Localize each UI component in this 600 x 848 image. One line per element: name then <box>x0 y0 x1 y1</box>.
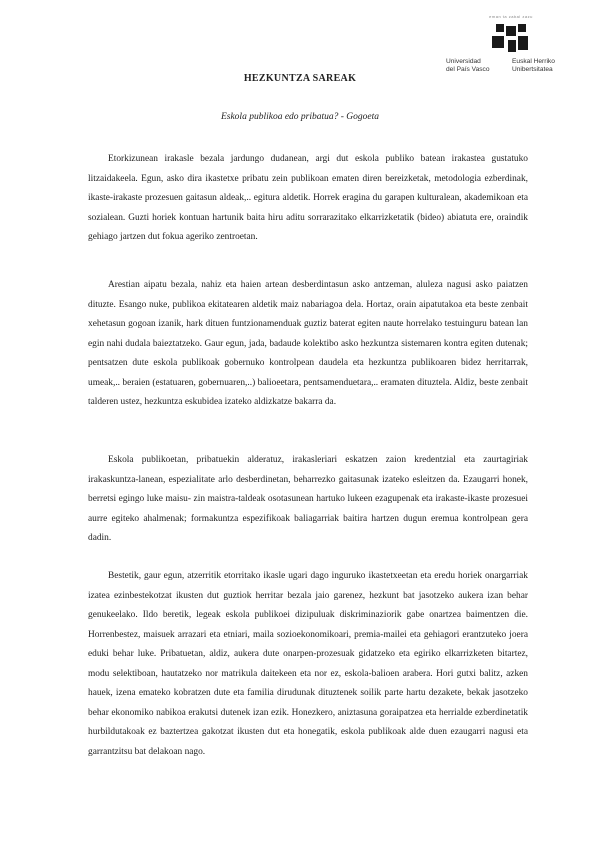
university-logo <box>446 14 576 74</box>
logo-spanish-name: Universidad del País Vasco <box>446 58 490 73</box>
paragraph: Etorkizunean irakasle bezala jardungo dudanean, argi dut eskola publiko batean irakastea gustatuko litzaidakeela. Egun, asko dira ikastetxe pribatu zein publikoan ematen diren bereizketak, metodologia ezberdinak, ikaste-irakaste prozesuen gaitasun aldeak,.. egitura aldetik. Horrek eragina du garapen kulturalean, akademikoan eta sozialean. Guzti horiek kontuan hartunik baita hiru aditu sorrarazitako elkarrizketatik (bideo) abiatuta ere, oraindik gehiago jartzen dut fokua ageriko zentroetan. <box>88 154 528 242</box>
logo-basque-name: Euskal Herriko Unibertsitatea <box>512 58 555 73</box>
document-title: HEZKUNTZA SAREAK <box>243 73 357 84</box>
document-subtitle: Eskola publikoa edo pribatua? - Gogoeta <box>220 112 380 122</box>
logo-motto: eman ta zabal zazu <box>489 14 533 19</box>
paragraph: Arestian aipatu bezala, nahiz eta haien artean desberdintasun asko antzeman, aluleza nagusi asko paiatzen dituzte. Esango nuke, publikoa ekitatearen aldetik maiz nabariagoa dela. Hortaz, orain aipatutakoa eta beste zenbait xehetasun gogoan izanik, hark dituen funtzionamenduak guztiz baterat egiten naute horrelako testuinguru batean lan egin nahi dudala baieztatzeko. Gaur egun, jada, badaude kolektibo asko hezkuntza sistemaren kontra egiten dutenak; pentsatzen dute eskola publikoak gobernuko kontrolpean daudela eta hezkuntza publikoaren bidez herritarrak, umeak,.. beraien (estatuaren, gobernuaren,..) balioeetara, pentsamenduetara,.. eramaten dituztela. Aldiz, beste zenbait talderen ustez, hezkuntza eskubidea izateko aldizkatze bakarra da. <box>88 280 528 407</box>
paragraph: Bestetik, gaur egun, atzerritik etorritako ikasle ugari dago inguruko ikastetxeetan eta eredu horiek onargarriak izatea ezinbestekotzat ikusten dut guztiok herritar bezala jaio garenez, hezkunt bat jasotzeko aukera izan behar genukeelako. Ildo beretik, legeak eskola publikoei dizipuluak diskriminaziorik gabe onartzea baimentzen die. Horrenbestez, maisuek arrazari eta etniari, maila sozioekonomikoari, premia-mailei eta gehiagori erantzuteko joera eduki behar luke. Pribatuetan, aldiz, aukera dute onarpen-prozesuak gidatzeko eta egiriko elkarrizketen bitartez, modu selektiboan, hautatzeko nor matrikula daitekeen eta nor ez, eskola-balioen arabera. Hori gutxi balitz, azken hauek, izena emateko kobratzen dute eta familia dirudunak dituztenek soilik parte hartu dezakete, bekak jasotzeko behar ekonomiko nabikoa erakutsi dutenek izan ezik. Honezkero, aniztasuna goraipatzea eta herrialde ezberdinetatik hurbildutakoak ez baztertzea gakotzat ikusten dut eta honegatik, eskola publikoak alde duen ezaugarri nagusi eta garrantzitsu bat delakoan nago. <box>88 571 528 757</box>
upv-ehu-emblem-icon <box>490 24 530 54</box>
paragraph: Eskola publikoetan, pribatuekin alderatuz, irakasleriari eskatzen zaion kredentzial eta zaurtagiriak irakaskuntza-lanean, espezialitate arlo desberdinetan, beharrezko gaitasunak izateko esleitzen da. Ezaugarri honek, berretsi egingo luke maisu- zin maistra-taldeak osotasunean hartuko lukeen ezagupenak eta irakaste-ikaste prozesuei aurre egiteko ahalmenak; formakuntza espezifikoak baliagarriak baitira hartzen dugun eremua kontrolpean gera dadin. <box>88 455 528 543</box>
